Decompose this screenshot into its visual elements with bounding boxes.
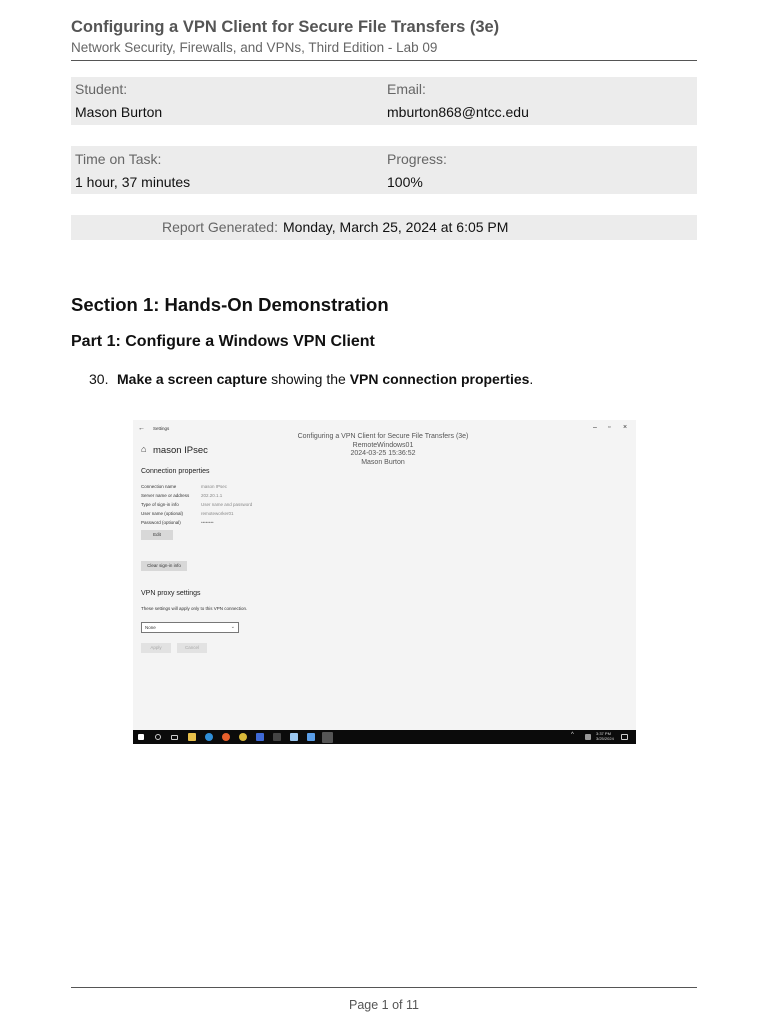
notification-icon [621, 734, 628, 740]
time-value: 1 hour, 37 minutes [75, 174, 191, 190]
settings-gear-icon [322, 732, 333, 743]
start-icon [138, 734, 144, 740]
proxy-select-value: None [145, 625, 156, 630]
maximize-icon: ▫ [608, 424, 611, 431]
chevron-down-icon: ⌄ [230, 624, 235, 630]
step-text-2: . [529, 371, 534, 387]
edit-button: Edit [141, 530, 173, 540]
task-view-icon [171, 735, 178, 740]
tray-clock [596, 731, 614, 741]
cancel-button: Cancel [177, 643, 207, 653]
capture-watermark [283, 433, 483, 467]
time-label: Time on Task: [75, 151, 162, 167]
prop-key: Connection name [141, 484, 177, 489]
step-text-1: showing the [267, 371, 350, 387]
vpn-connection-title: mason IPsec [153, 445, 208, 456]
terminal-icon [273, 733, 281, 741]
prop-value: 202.20.1.1 [201, 493, 223, 498]
home-icon: ⌂ [141, 444, 147, 454]
vpn-proxy-heading: VPN proxy settings [141, 590, 201, 597]
watermark-line: Mason Burton [361, 458, 405, 466]
email-value: mburton868@ntcc.edu [387, 104, 529, 120]
part-title: Part 1: Configure a Windows VPN Client [71, 333, 375, 350]
minimize-icon: – [593, 424, 597, 431]
prop-value: User name and password [201, 502, 253, 507]
edge-icon [205, 733, 213, 741]
doc-subtitle: Network Security, Firewalls, and VPNs, Third Edition - Lab 09 [71, 40, 438, 55]
watermark-line: 2024-03-25 15:36:52 [350, 450, 416, 457]
search-icon [155, 734, 161, 740]
close-icon: × [623, 424, 628, 431]
prop-value: mason IPsec [201, 484, 228, 489]
connection-properties-heading: Connection properties [141, 468, 210, 475]
prop-key: Server name or address [141, 493, 190, 498]
student-label: Student: [75, 81, 128, 97]
tray-chevron-icon: ^ [571, 732, 574, 738]
proxy-note: These settings will apply only to this VPN connection. [141, 606, 248, 611]
back-arrow-icon: ← [138, 425, 145, 432]
proxy-select [141, 622, 239, 633]
file-explorer-icon [188, 733, 196, 741]
screen-capture [133, 420, 636, 744]
report-generated-box [71, 215, 697, 240]
prop-key: User name (optional) [141, 511, 184, 516]
prop-value: •••••••• [201, 520, 214, 525]
tray-time: 3:37 PM [596, 731, 611, 736]
step-item [89, 371, 533, 387]
window-app-icon [307, 733, 315, 741]
email-label: Email: [387, 81, 426, 97]
progress-label: Progress: [387, 151, 447, 167]
chrome-icon [239, 733, 247, 741]
step-number: 30. [89, 371, 109, 387]
step-bold-1: Make a screen capture [117, 371, 268, 387]
header-rule [71, 60, 697, 61]
report-label: Report Generated: [162, 219, 278, 235]
settings-window-label: Settings [153, 426, 170, 431]
watermark-line: RemoteWindows01 [352, 441, 414, 449]
student-info-box [71, 77, 697, 125]
doc-title: Configuring a VPN Client for Secure File Transfers (3e) [71, 18, 500, 36]
apply-button: Apply [141, 643, 171, 653]
network-tray-icon [585, 734, 591, 740]
windows-taskbar [133, 730, 636, 744]
tray-date: 3/25/2024 [596, 736, 614, 741]
report-value: Monday, March 25, 2024 at 6:05 PM [283, 219, 509, 235]
student-value: Mason Burton [75, 104, 163, 120]
prop-key: Password (optional) [141, 520, 181, 525]
section-title: Section 1: Hands-On Demonstration [71, 294, 389, 315]
firefox-icon [222, 733, 230, 741]
app-icon [256, 733, 264, 741]
network-app-icon [290, 733, 298, 741]
watermark-line: Configuring a VPN Client for Secure File Transfers (3e) [297, 433, 469, 440]
step-bold-2: VPN connection properties [349, 371, 530, 387]
prop-key: Type of sign-in info [141, 502, 179, 507]
prop-value: remoteworker01 [201, 511, 234, 516]
progress-info-box [71, 146, 697, 194]
page-number: Page 1 of 11 [349, 998, 419, 1012]
footer-rule [71, 987, 697, 988]
clear-sign-in-button: Clear sign-in info [141, 561, 187, 571]
progress-value: 100% [387, 174, 423, 190]
